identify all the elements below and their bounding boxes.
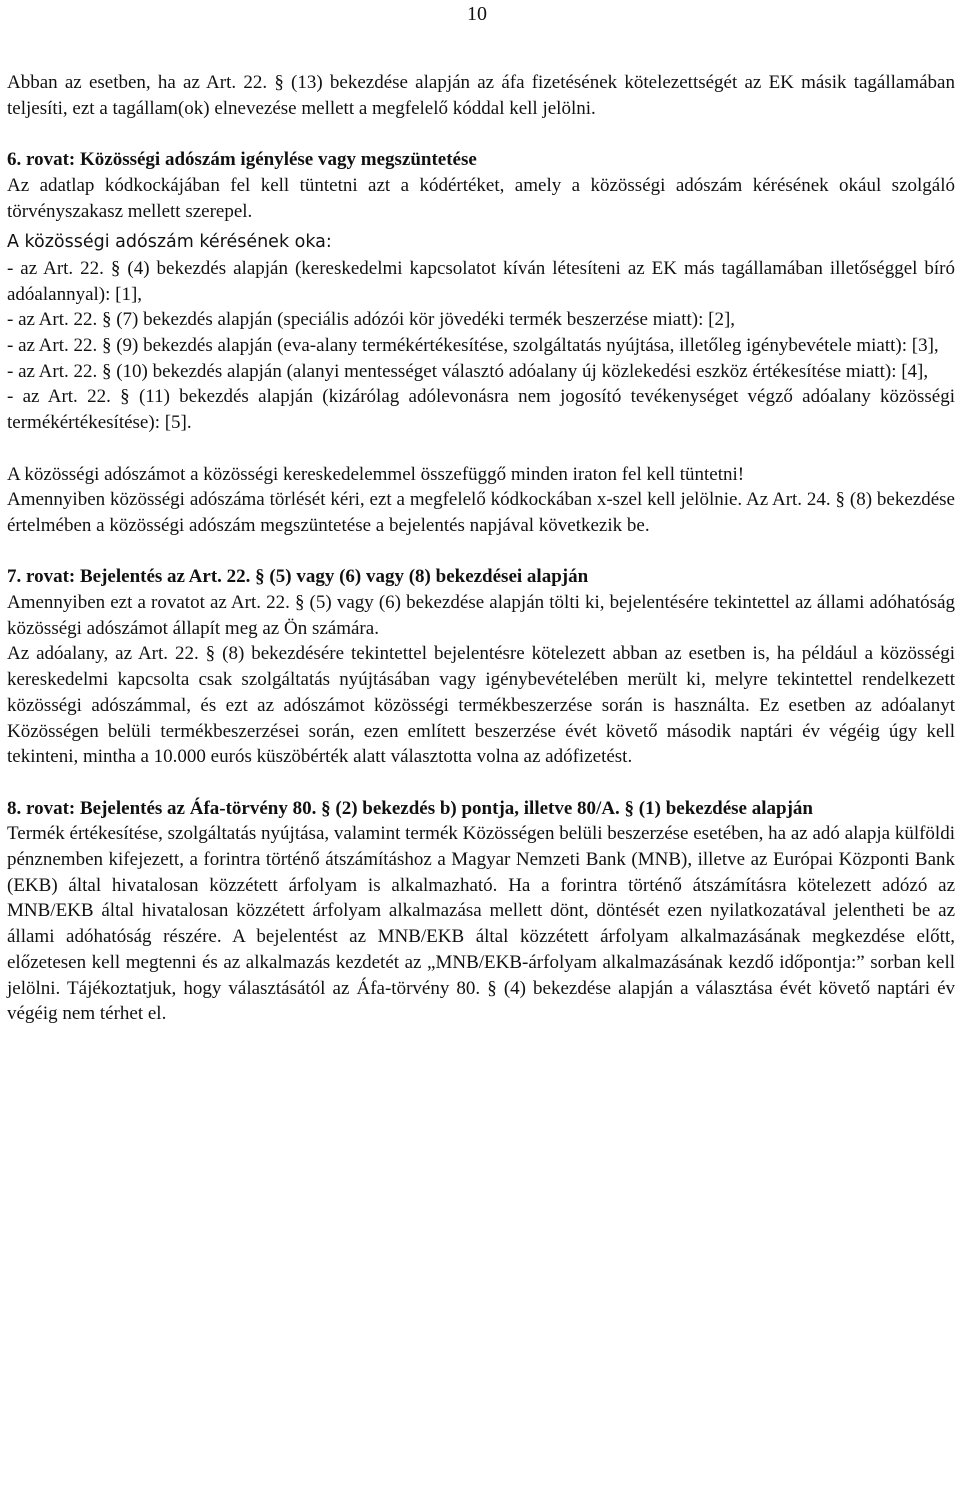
section-6-heading: 6. rovat: Közösségi adószám igénylése vagy megszüntetése (7, 149, 477, 171)
reason-item: - az Art. 22. § (4) bekezdés alapján (kereskedelmi kapcsolatot kíván létesíteni az EK más tagállamában illetőséggel bíró adóalannyal): [1], (7, 257, 955, 305)
reason-item: - az Art. 22. § (10) bekezdés alapján (alanyi mentességet választó adóalany új közlekedési eszköz értékesítése miatt): [4], (7, 360, 929, 382)
page-number: 10 (467, 3, 487, 25)
section-6-note-display: A közösségi adószámot a közösségi kereskedelemmel összefüggő minden iraton fel kell tüntetni! (7, 463, 745, 485)
section-6-note-deletion: Amennyiben közösségi adószáma törlését kéri, ezt a megfelelő kódkockában x-szel kell jelölnie. Az Art. 24. § (8) bekezdése értelmében a közösségi adószám megszüntetése a bejelentés napjával következik be. (7, 489, 955, 536)
document-body (7, 70, 955, 1027)
reason-item: - az Art. 22. § (11) bekezdés alapján (kizárólag adólevonásra nem jogosító tevékenységet végző adóalany közösségi termékértékesítése): [5]. (7, 386, 955, 434)
reason-item: - az Art. 22. § (7) bekezdés alapján (speciális adózói kör jövedéki termék beszerzése miatt): [2], (7, 309, 736, 331)
intro-paragraph: Abban az esetben, ha az Art. 22. § (13) bekezdése alapján az áfa fizetésének kötelezettségét az EK másik tagállamában teljesíti, ezt a tagállam(ok) elnevezése mellett a megfelelő kóddal kell jelölni. (7, 72, 955, 119)
section-7-paragraph-1: Amennyiben ezt a rovatot az Art. 22. § (5) vagy (6) bekezdése alapján tölti ki, bejelentésére tekintettel az állami adóhatóság közösségi adószámot állapít meg az Ön számára. (7, 592, 955, 639)
section-6-body: Az adatlap kódkockájában fel kell tüntetni azt a kódértéket, amely a közösségi adószám kérésének okául szolgáló törvényszakasz mellett szerepel. (7, 174, 955, 222)
section-8-heading: 8. rovat: Bejelentés az Áfa-törvény 80. § (2) bekezdés b) pontja, illetve 80/A. § (1) bekezdése alapján (7, 797, 813, 819)
reason-item: - az Art. 22. § (9) bekezdés alapján (eva-alany termékértékesítése, szolgáltatás nyújtása, illetőleg igénybevétele miatt): [3], (7, 335, 939, 357)
section-7-heading: 7. rovat: Bejelentés az Art. 22. § (5) vagy (6) vagy (8) bekezdései alapján (7, 566, 589, 588)
section-8-body: Termék értékesítése, szolgáltatás nyújtása, valamint termék Közösségen belüli beszerzése esetében, ha az adó alapja külföldi pénznemben kifejezett, a forintra történő átszámításhoz a Magyar Nemzeti Bank (MNB), illetve az Európai Központi Bank (EKB) által hivatalosan közzétett árfolyam is alkalmazható. Ha a forintra történő átszámításra kötelezett adózó az MNB/EKB által hivatalosan közzétett árfolyam alkalmazása mellett dönt, döntését ezen nyilatkozatával jelentheti be az állami adóhatóság részére. A bejelentést az MNB/EKB által közzétett árfolyam alkalmazásának megkezdése előtt, előzetesen kell megtenni és az alkalmazás kezdetét az „MNB/EKB-árfolyam alkalmazásának kezdő időpontja:” sorban kell jelölni. Tájékoztatjuk, hogy választásától az Áfa-törvény 80. § (4) bekezdése alapján a választása évét követő naptári év végéig nem térhet el. (7, 823, 955, 1025)
section-7-paragraph-2: Az adóalany, az Art. 22. § (8) bekezdésére tekintettel bejelentésre kötelezett abban az esetben is, ha például a közösségi kereskedelmi kapcsolta csak szolgáltatás nyújtásában vagy igénybevételében merült ki, melyre tekintettel rendelkezett közösségi adószámmal, és ezt az adószámot közösségi termékbeszerzése során is használta. Ez esetben az adóalanyt Közösségen belüli termékbeszerzései során, ezen említett beszerzése évét követő második naptári év végéig úgy kell tekinteni, mintha a 10.000 eurós küszöbérték alatt választotta volna az adófizetést. (7, 643, 955, 768)
reasons-title: A közösségi adószám kérésének oka: (7, 232, 332, 253)
